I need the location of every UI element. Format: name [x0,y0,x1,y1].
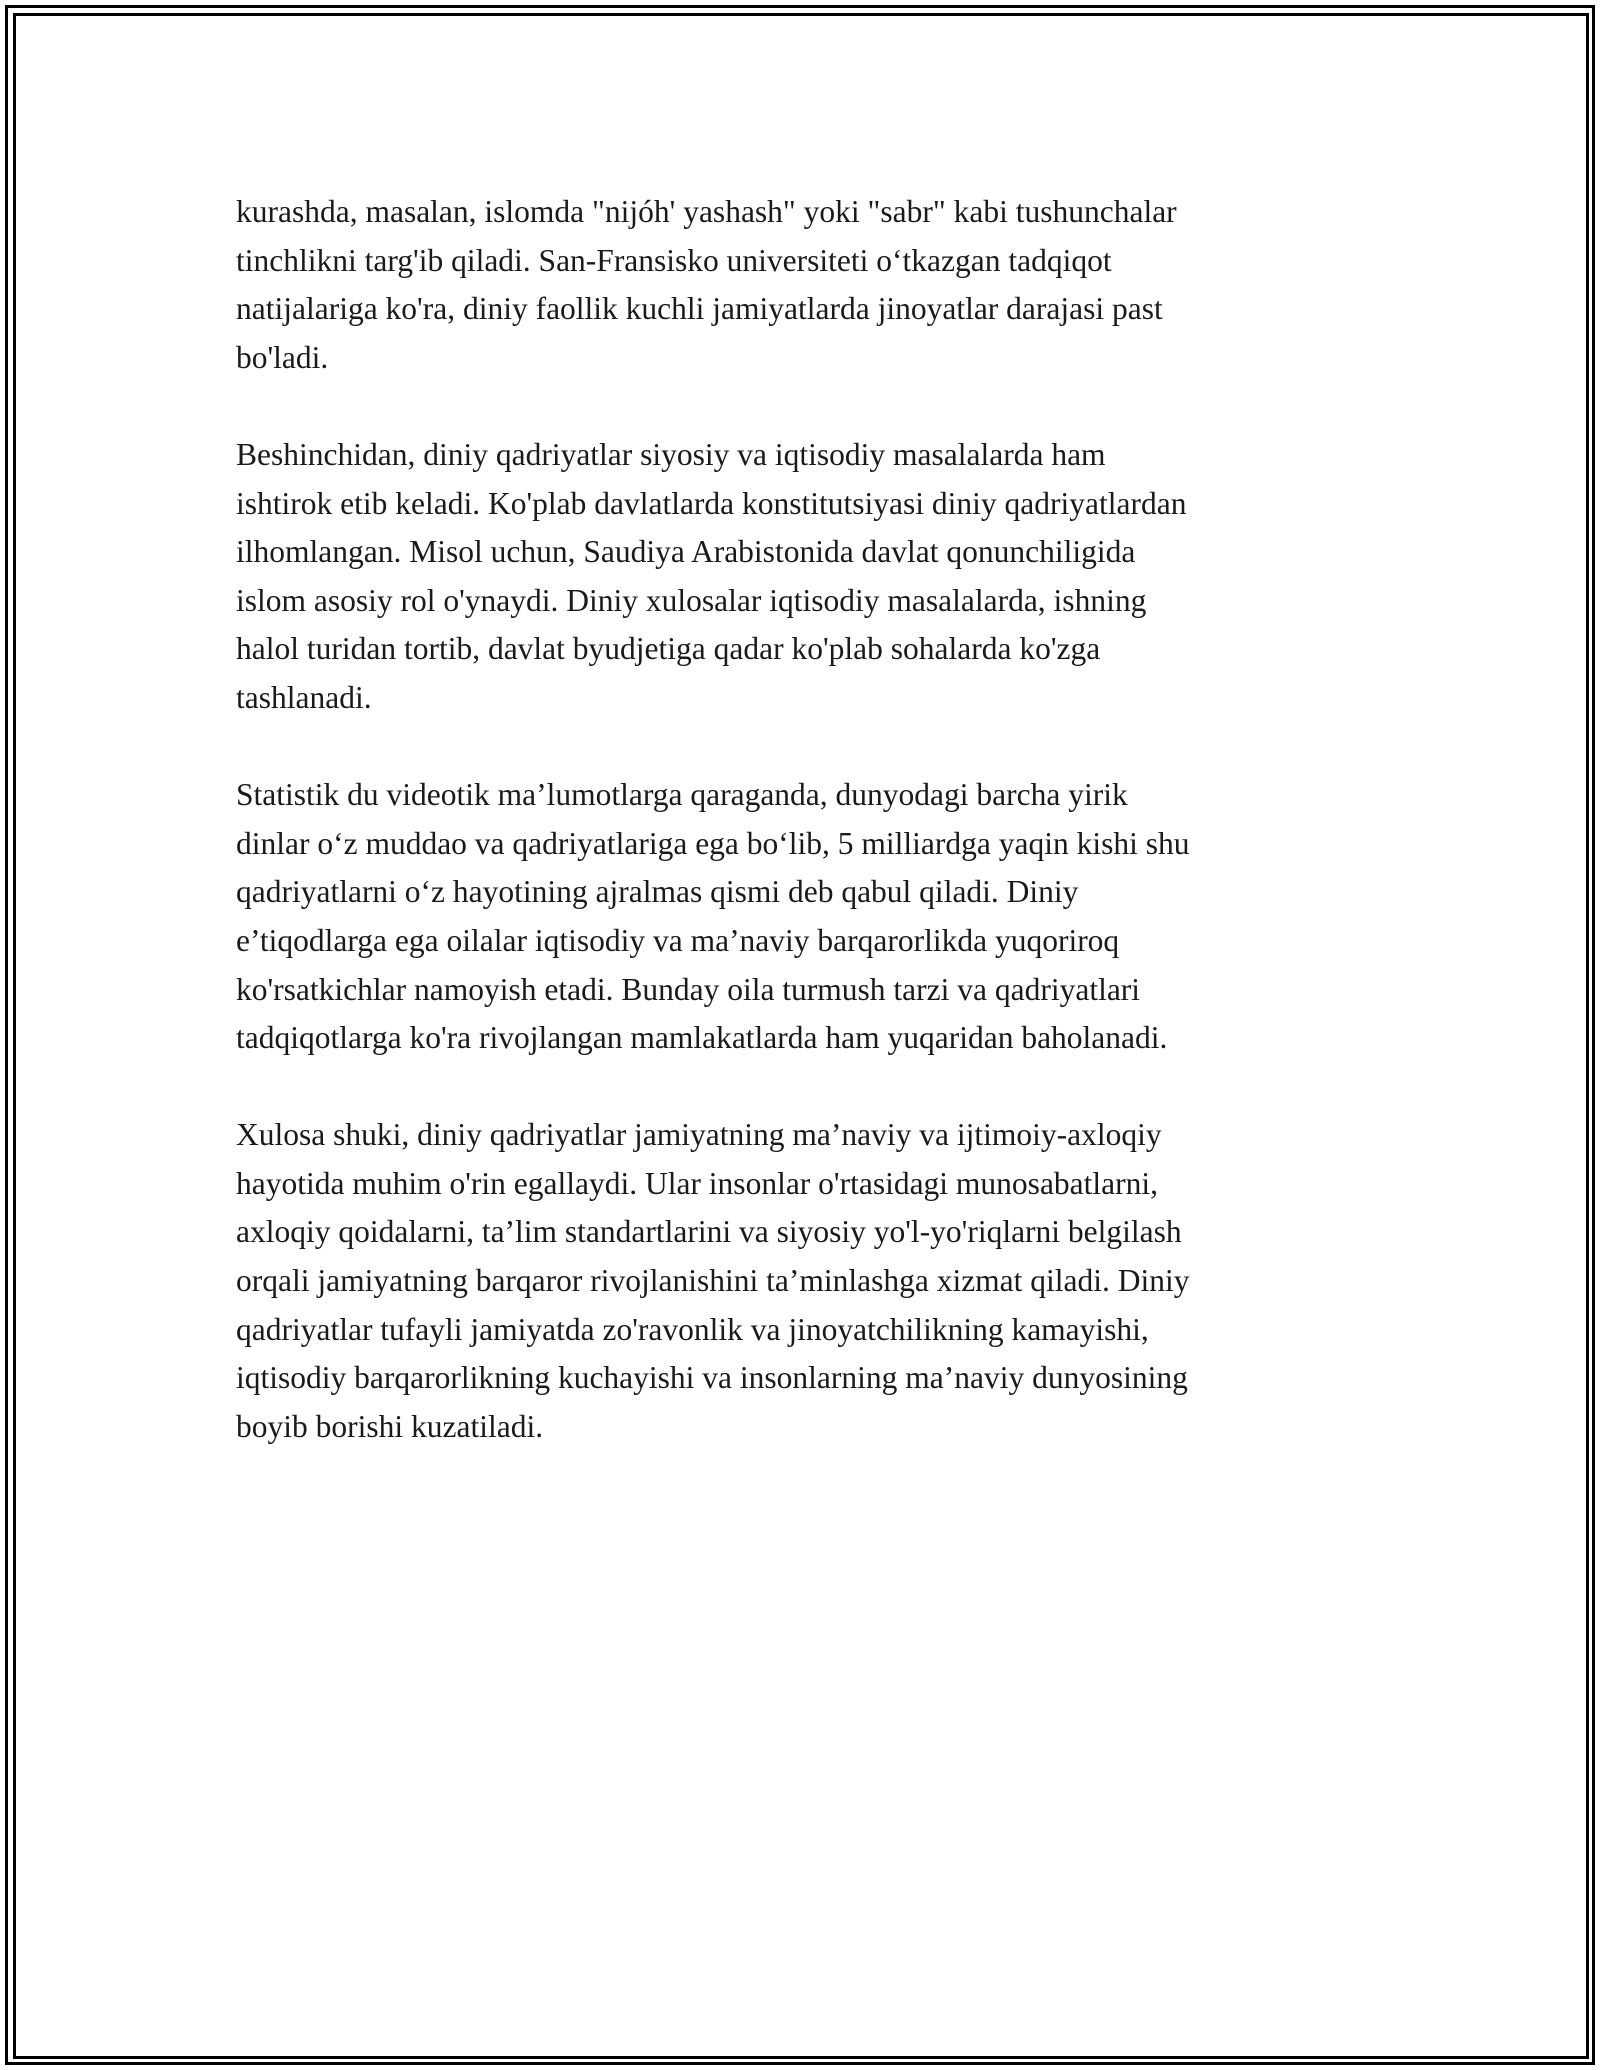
document-body [236,188,1366,1500]
text-line: qadriyatlar tufayli jamiyatda zo'ravonlik va jinoyatchilikning kamayishi, [236,1311,1149,1347]
text-line: qadriyatlarni o‘z hayotining ajralmas qismi deb qabul qiladi. Diniy [236,874,1079,910]
paragraph-1 [236,188,1366,382]
text-line: ishtirok etib keladi. Ko'plab davlatlarda konstitutsiyasi diniy qadriyatlardan [236,485,1187,521]
text-line: kurashda, masalan, islomda "nijóh' yashash" yoki "sabr" kabi tushunchalar [236,194,1177,229]
text-line: boyib borishi kuzatiladi. [236,1408,544,1444]
text-line: Statistik du videotik ma’lumotlarga qaraganda, dunyodagi barcha yirik [236,777,1128,813]
text-line: orqali jamiyatning barqaror rivojlanishini ta’minlashga xizmat qiladi. Diniy [236,1263,1190,1299]
paragraph-4 [236,1111,1366,1451]
text-line: e’tiqodlarga ega oilalar iqtisodiy va ma’naviy barqarorlikda yuqoriroq [236,922,1120,958]
text-line: halol turidan tortib, davlat byudjetiga qadar ko'plab sohalarda ko'zga [236,631,1101,667]
text-line: Beshinchidan, diniy qadriyatlar siyosiy va iqtisodiy masalalarda ham [236,436,1106,472]
text-line: hayotida muhim o'rin egallaydi. Ular insonlar o'rtasidagi munosabatlarni, [236,1165,1159,1201]
text-line: dinlar o‘z muddao va qadriyatlariga ega bo‘lib, 5 milliardga yaqin kishi shu [236,825,1190,861]
text-line: iqtisodiy barqarorlikning kuchayishi va insonlarning ma’naviy dunyosining [236,1360,1188,1396]
text-line: Xulosa shuki, diniy qadriyatlar jamiyatning ma’naviy va ijtimoiy-axloqiy [236,1117,1162,1153]
paragraph-2 [236,431,1366,723]
text-line: tashlanadi. [236,679,372,715]
text-line: ilhomlangan. Misol uchun, Saudiya Arabistonida davlat qonunchiligida [236,534,1136,570]
text-line: tinchlikni targ'ib qiladi. San-Fransisko universiteti o‘tkazgan tadqiqot [236,242,1112,278]
text-line: bo'ladi. [236,339,329,375]
text-line: ko'rsatkichlar namoyish etadi. Bunday oila turmush tarzi va qadriyatlari [236,971,1141,1007]
text-line: tadqiqotlarga ko'ra rivojlangan mamlakatlarda ham yuqaridan baholanadi. [236,1020,1168,1056]
paragraph-3 [236,771,1366,1063]
text-line: islom asosiy rol o'ynaydi. Diniy xulosalar iqtisodiy masalalarda, ishning [236,582,1147,618]
text-line: axloqiy qoidalarni, ta’lim standartlarini va siyosiy yo'l-yo'riqlarni belgilash [236,1214,1182,1250]
text-line: natijalariga ko'ra, diniy faollik kuchli jamiyatlarda jinoyatlar darajasi past [236,291,1163,327]
